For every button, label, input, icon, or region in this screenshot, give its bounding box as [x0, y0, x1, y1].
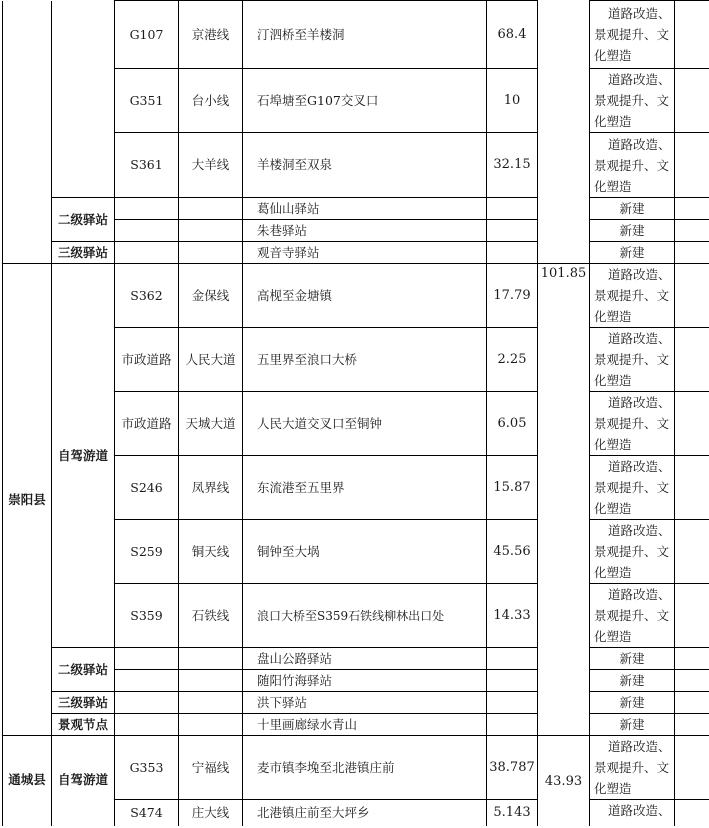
construction-content: 道路改造、景观提升、文化塑造 — [590, 520, 675, 584]
road-code: S361 — [115, 133, 179, 198]
road-section: 人民大道交叉口至铜钟 — [243, 392, 487, 456]
construction-content: 道路改造、景观提升、文化塑造 — [590, 1, 675, 69]
construction-content: 道路改造、景观提升、文化塑造 — [590, 456, 675, 520]
remark-cell — [675, 520, 709, 584]
road-code: G353 — [115, 736, 179, 800]
county-cell: 崇阳县 — [3, 264, 52, 736]
remark-cell — [675, 670, 709, 692]
level-cell: 自驾游道 — [52, 264, 115, 648]
road-length: 15.87 — [487, 456, 538, 520]
construction-content: 道路改造、景观提升、文化塑造 — [590, 264, 675, 328]
remark-cell — [675, 584, 709, 648]
total-length-cell: 43.93 — [538, 736, 590, 826]
road-section: 麦市镇李堍至北港镇庄前 — [243, 736, 487, 800]
road-section: 铜钟至大埚 — [243, 520, 487, 584]
level-cell — [52, 1, 115, 198]
level-cell: 自驾游道 — [52, 736, 115, 826]
road-section: 汀泗桥至羊楼洞 — [243, 1, 487, 69]
road-section: 五里界至浪口大桥 — [243, 328, 487, 392]
remark-cell — [675, 133, 709, 198]
construction-content: 道路改造、景观提升、文化塑造 — [590, 736, 675, 800]
total-length-cell: 101.85 — [538, 264, 590, 736]
road-section: 石埠塘至G107交叉口 — [243, 69, 487, 133]
road-section: 东流港至五里界 — [243, 456, 487, 520]
remark-cell — [675, 714, 709, 736]
road-name: 人民大道 — [179, 328, 243, 392]
level-cell: 二级驿站 — [52, 198, 115, 242]
road-section: 北港镇庄前至大坪乡 — [243, 800, 487, 826]
remark-cell — [675, 220, 709, 242]
station-name: 朱巷驿站 — [243, 220, 487, 242]
road-code: 市政道路 — [115, 392, 179, 456]
remark-cell — [675, 198, 709, 220]
construction-content: 道路改造、 — [590, 800, 675, 826]
construction-content: 新建 — [590, 670, 675, 692]
road-length: 32.15 — [487, 133, 538, 198]
level-cell: 三级驿站 — [52, 692, 115, 714]
table-row — [3, 1, 709, 69]
level-cell: 景观节点 — [52, 714, 115, 736]
table-row — [3, 714, 709, 736]
construction-content: 道路改造、景观提升、文化塑造 — [590, 69, 675, 133]
remark-cell — [675, 264, 709, 328]
road-code: G351 — [115, 69, 179, 133]
road-length: 5.143 — [487, 800, 538, 826]
table-row — [3, 692, 709, 714]
construction-content: 道路改造、景观提升、文化塑造 — [590, 584, 675, 648]
remark-cell — [675, 242, 709, 264]
remark-cell — [675, 1, 709, 69]
table-row — [3, 736, 709, 800]
road-length: 14.33 — [487, 584, 538, 648]
table-row — [3, 198, 709, 220]
remark-cell — [675, 736, 709, 800]
construction-content: 道路改造、景观提升、文化塑造 — [590, 328, 675, 392]
construction-content: 新建 — [590, 692, 675, 714]
road-length: 45.56 — [487, 520, 538, 584]
road-section: 高枧至金塘镇 — [243, 264, 487, 328]
road-section: 浪口大桥至S359石铁线柳林出口处 — [243, 584, 487, 648]
road-length: 68.4 — [487, 1, 538, 69]
road-code: G107 — [115, 1, 179, 69]
road-length: 2.25 — [487, 328, 538, 392]
construction-content: 新建 — [590, 220, 675, 242]
construction-content: 道路改造、景观提升、文化塑造 — [590, 133, 675, 198]
road-name: 天城大道 — [179, 392, 243, 456]
construction-content: 道路改造、景观提升、文化塑造 — [590, 392, 675, 456]
station-name: 盘山公路驿站 — [243, 648, 487, 670]
route-planning-table — [2, 0, 709, 826]
station-name: 洪下驿站 — [243, 692, 487, 714]
road-code: 市政道路 — [115, 328, 179, 392]
table-row — [3, 648, 709, 670]
road-name: 大羊线 — [179, 133, 243, 198]
road-code: S362 — [115, 264, 179, 328]
level-cell: 二级驿站 — [52, 648, 115, 692]
road-length: 10 — [487, 69, 538, 133]
remark-cell — [675, 69, 709, 133]
road-length: 6.05 — [487, 392, 538, 456]
road-length: 38.787 — [487, 736, 538, 800]
remark-cell — [675, 328, 709, 392]
construction-content: 新建 — [590, 648, 675, 670]
road-name: 石铁线 — [179, 584, 243, 648]
table-row — [3, 242, 709, 264]
station-name: 葛仙山驿站 — [243, 198, 487, 220]
road-name: 宁福线 — [179, 736, 243, 800]
road-code: S474 — [115, 800, 179, 826]
table-row — [3, 264, 709, 328]
level-cell: 三级驿站 — [52, 242, 115, 264]
road-length: 17.79 — [487, 264, 538, 328]
road-section: 羊楼洞至双泉 — [243, 133, 487, 198]
remark-cell — [675, 648, 709, 670]
construction-content: 新建 — [590, 242, 675, 264]
remark-cell — [675, 800, 709, 826]
road-code: S246 — [115, 456, 179, 520]
road-name: 凤界线 — [179, 456, 243, 520]
road-name: 铜天线 — [179, 520, 243, 584]
county-cell: 通城县 — [3, 736, 52, 826]
road-code: S359 — [115, 584, 179, 648]
station-name: 十里画廊绿水青山 — [243, 714, 487, 736]
road-name: 台小线 — [179, 69, 243, 133]
station-name: 随阳竹海驿站 — [243, 670, 487, 692]
road-name: 京港线 — [179, 1, 243, 69]
remark-cell — [675, 692, 709, 714]
station-name: 观音寺驿站 — [243, 242, 487, 264]
remark-cell — [675, 456, 709, 520]
construction-content: 新建 — [590, 198, 675, 220]
road-name: 庄大线 — [179, 800, 243, 826]
construction-content: 新建 — [590, 714, 675, 736]
road-name: 金保线 — [179, 264, 243, 328]
county-cell — [3, 1, 52, 264]
remark-cell — [675, 392, 709, 456]
road-code: S259 — [115, 520, 179, 584]
total-length-cell — [538, 1, 590, 264]
